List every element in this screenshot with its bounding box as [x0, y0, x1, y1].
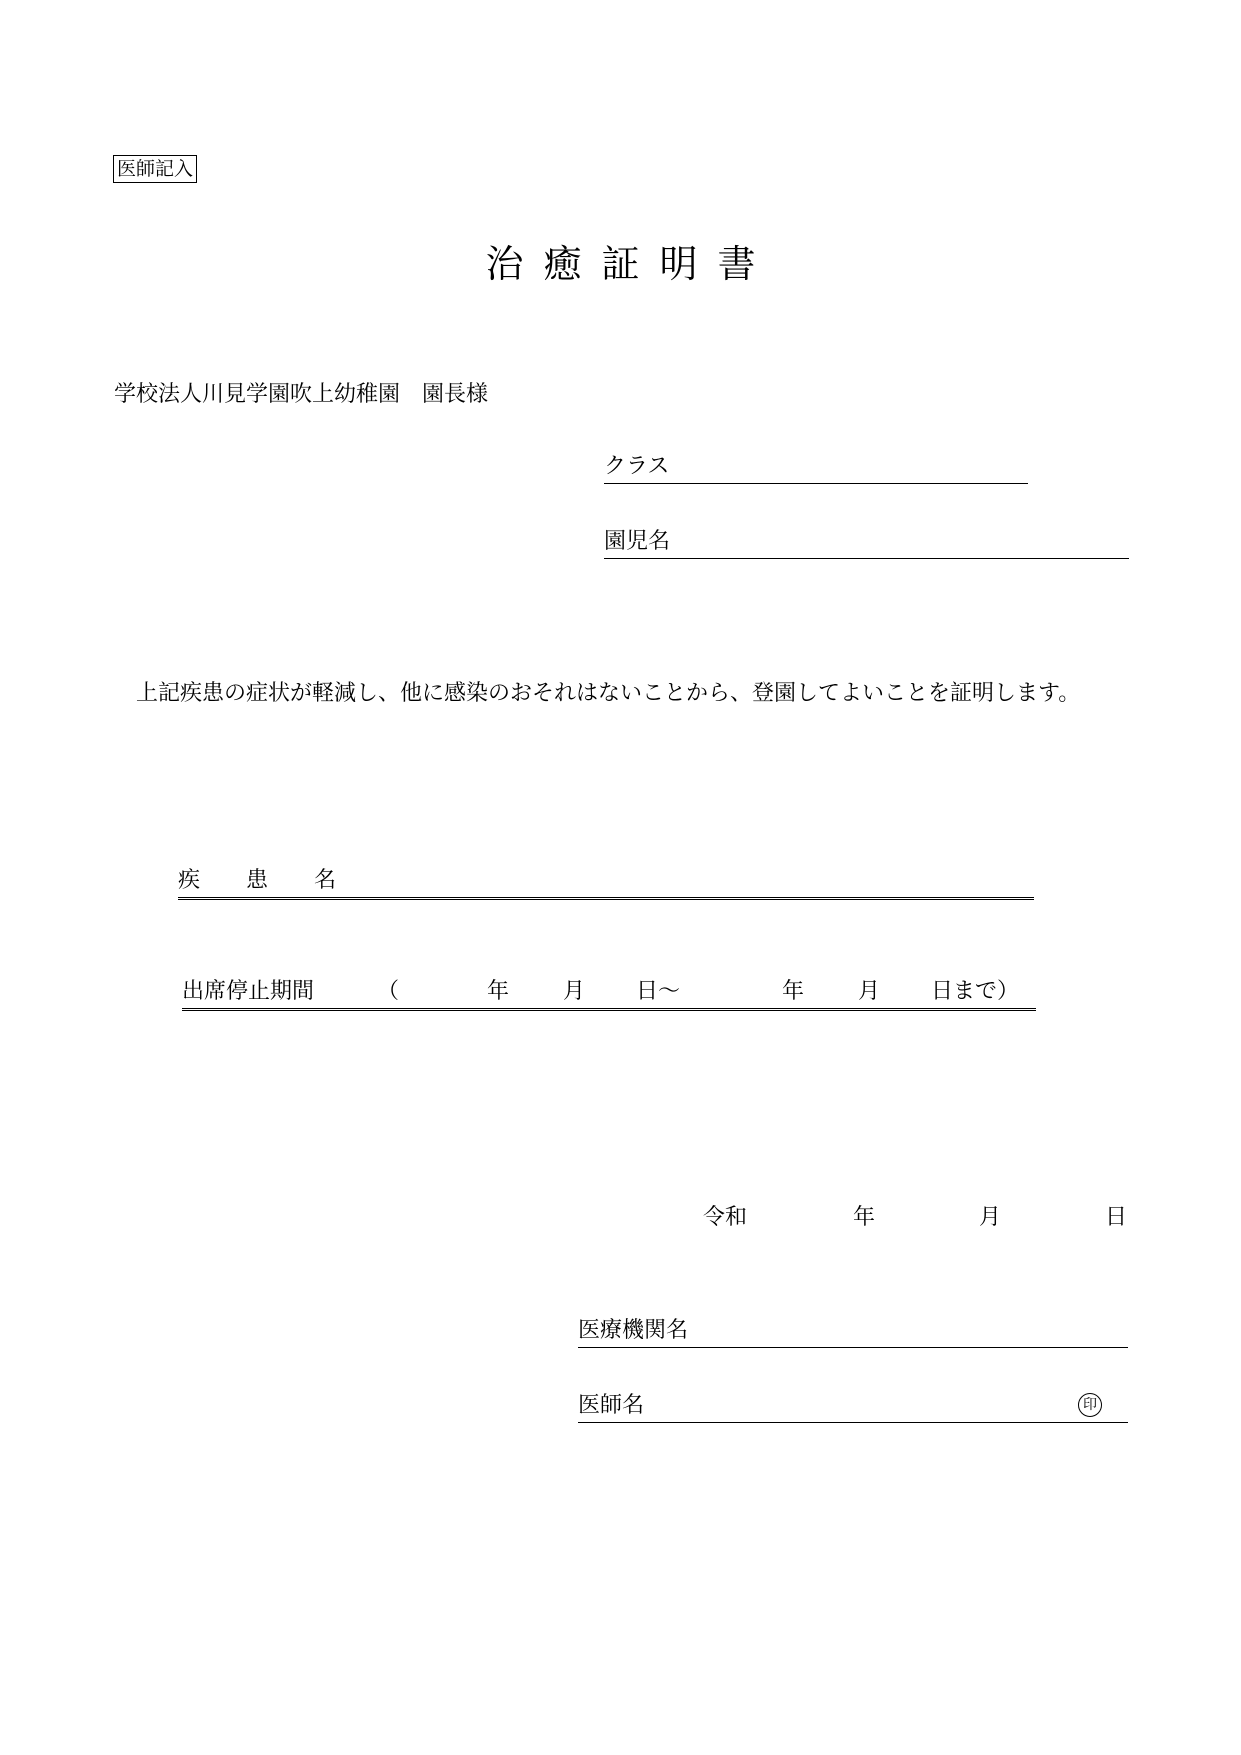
title-char: 癒	[543, 242, 582, 286]
child-name-field[interactable]	[604, 527, 1129, 559]
class-field[interactable]	[604, 452, 1028, 484]
period-year-start: 年	[487, 979, 510, 1004]
disease-label-char: 患	[246, 868, 269, 893]
period-label: 出席停止期間	[182, 979, 315, 1004]
doctor-name-label: 医師名	[578, 1393, 645, 1418]
medical-institution-label: 医療機関名	[578, 1318, 689, 1343]
period-day-end: 日まで）	[931, 979, 1020, 1004]
period-month-end: 月	[858, 979, 881, 1004]
period-open-paren: （	[377, 979, 400, 1004]
disease-name-field[interactable]	[178, 866, 1034, 900]
issue-date-era: 令和	[703, 1205, 748, 1230]
period-month-start: 月	[563, 979, 586, 1004]
child-name-label: 園児名	[604, 529, 671, 554]
seal-icon: 印	[1078, 1393, 1102, 1417]
disease-label-char: 疾	[178, 868, 201, 893]
absence-period-field[interactable]	[182, 977, 1036, 1011]
medical-institution-field[interactable]	[578, 1316, 1128, 1348]
doctor-name-field[interactable]	[578, 1391, 1128, 1423]
issue-date-month: 月	[979, 1205, 1002, 1230]
class-label: クラス	[604, 454, 670, 479]
title-char: 治	[485, 242, 524, 286]
statement-text: 上記疾患の症状が軽減し、他に感染のおそれはないことから、登園してよいことを証明します。	[136, 681, 1081, 706]
addressee: 学校法人川見学園吹上幼稚園 園長様	[114, 382, 489, 407]
doctor-entry-badge: 医師記入	[113, 155, 197, 183]
issue-date-day: 日	[1105, 1205, 1128, 1230]
title-char: 明	[659, 242, 698, 286]
title-char: 書	[717, 242, 756, 286]
disease-label-char: 名	[314, 868, 337, 893]
certification-statement	[114, 675, 1134, 713]
period-day-start: 日～	[636, 979, 681, 1004]
document-title	[0, 238, 1241, 290]
issue-date-year: 年	[853, 1205, 876, 1230]
period-year-end: 年	[782, 979, 805, 1004]
title-char: 証	[601, 242, 640, 286]
